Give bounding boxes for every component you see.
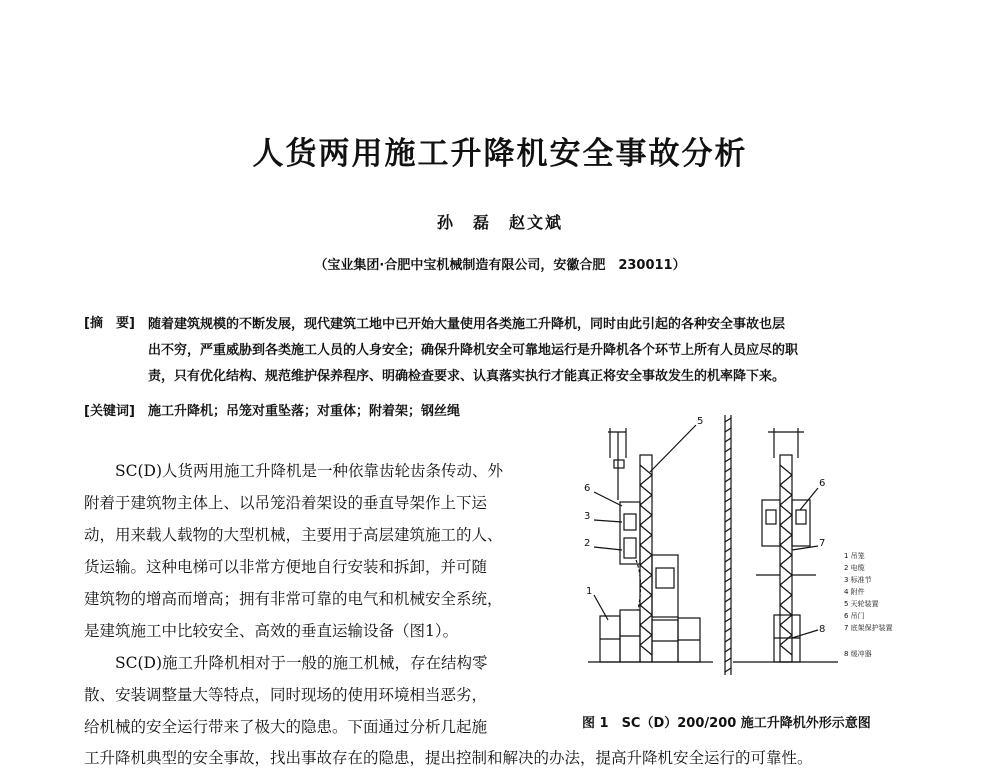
callout-6-right: 6: [819, 478, 826, 489]
callout-3: 3: [584, 511, 591, 522]
legend-item: 3 标准节: [844, 576, 872, 584]
keywords-text: 施工升降机；吊笼对重坠落；对重体；附着架；钢丝绳: [148, 404, 461, 419]
building-wall: [725, 415, 731, 675]
callout-1: 1: [586, 586, 593, 597]
body-line: 货运输。这种电梯可以非常方便地自行安装和拆卸，并可随: [84, 558, 488, 576]
legend-item: 7 底架保护装置: [844, 624, 893, 632]
body-line: 附着于建筑物主体上、以吊笼沿着架设的垂直导架作上下运: [84, 494, 488, 512]
legend-item: 8 缓冲器: [844, 650, 872, 658]
elevator-figure: [578, 410, 908, 705]
body-text: [84, 455, 554, 743]
affiliation: （宝业集团·合肥中宝机械制造有限公司，安徽合肥 230011）: [314, 258, 686, 273]
callout-2: 2: [584, 538, 591, 549]
body-line: SC(D)人货两用施工升降机是一种依靠齿轮齿条传动、外: [84, 462, 504, 480]
legend-item: 4 附件: [844, 588, 865, 596]
legend-item: 2 电缆: [844, 564, 865, 572]
abstract-line: 责，只有优化结构、规范维护保养程序、明确检查要求、认真落实执行才能真正将安全事故发生的机率降下来。: [148, 369, 786, 384]
body-line: 建筑物的增高而增高；拥有非常可靠的电气和机械安全系统，: [84, 590, 503, 608]
keywords-label: [关键词]: [84, 404, 135, 419]
abstract-line: 随着建筑规模的不断发展，现代建筑工地中已开始大量使用各类施工升降机，同时由此引起的各种安全事故也层: [148, 317, 786, 332]
legend-item: 5 天轮装置: [844, 600, 879, 608]
body-line: 是建筑施工中比较安全、高效的垂直运输设备（图1）。: [84, 622, 459, 640]
figure-legend: [844, 551, 893, 658]
authors: 孙 磊 赵文斌: [436, 213, 563, 232]
body-line: 给机械的安全运行带来了极大的隐患。下面通过分析几起施: [84, 718, 488, 736]
figure-caption: 图 1 SC（D）200/200 施工升降机外形示意图: [582, 716, 871, 731]
body-line-cut: 工升降机典型的安全事故，找出事故存在的隐患，提出控制和解决的办法，提高升降机安全运行的可靠性。: [84, 749, 813, 767]
legend-item: 1 吊笼: [844, 552, 865, 560]
legend-item: 6 吊门: [844, 612, 865, 620]
left-elevator-view: [588, 425, 713, 662]
callout-8: 8: [819, 624, 826, 635]
abstract-line: 出不穷，严重威胁到各类施工人员的人身安全；确保升降机安全可靠地运行是升降机各个环节上所有人员应尽的职: [148, 343, 799, 358]
body-line: 动，用来载人载物的大型机械，主要用于高层建筑施工的人、: [84, 526, 503, 544]
callout-6: 6: [584, 483, 591, 494]
body-line: 散、安装调整量大等特点，同时现场的使用环境相当恶劣，: [84, 686, 488, 704]
abstract-label: [摘 要]: [84, 316, 135, 331]
body-line: SC(D)施工升降机相对于一般的施工机械，存在结构零: [84, 654, 488, 672]
callout-5: 5: [697, 416, 704, 427]
abstract-text: [148, 312, 918, 390]
callout-7: 7: [819, 538, 826, 549]
paper-title: 人货两用施工升降机安全事故分析: [252, 136, 748, 172]
